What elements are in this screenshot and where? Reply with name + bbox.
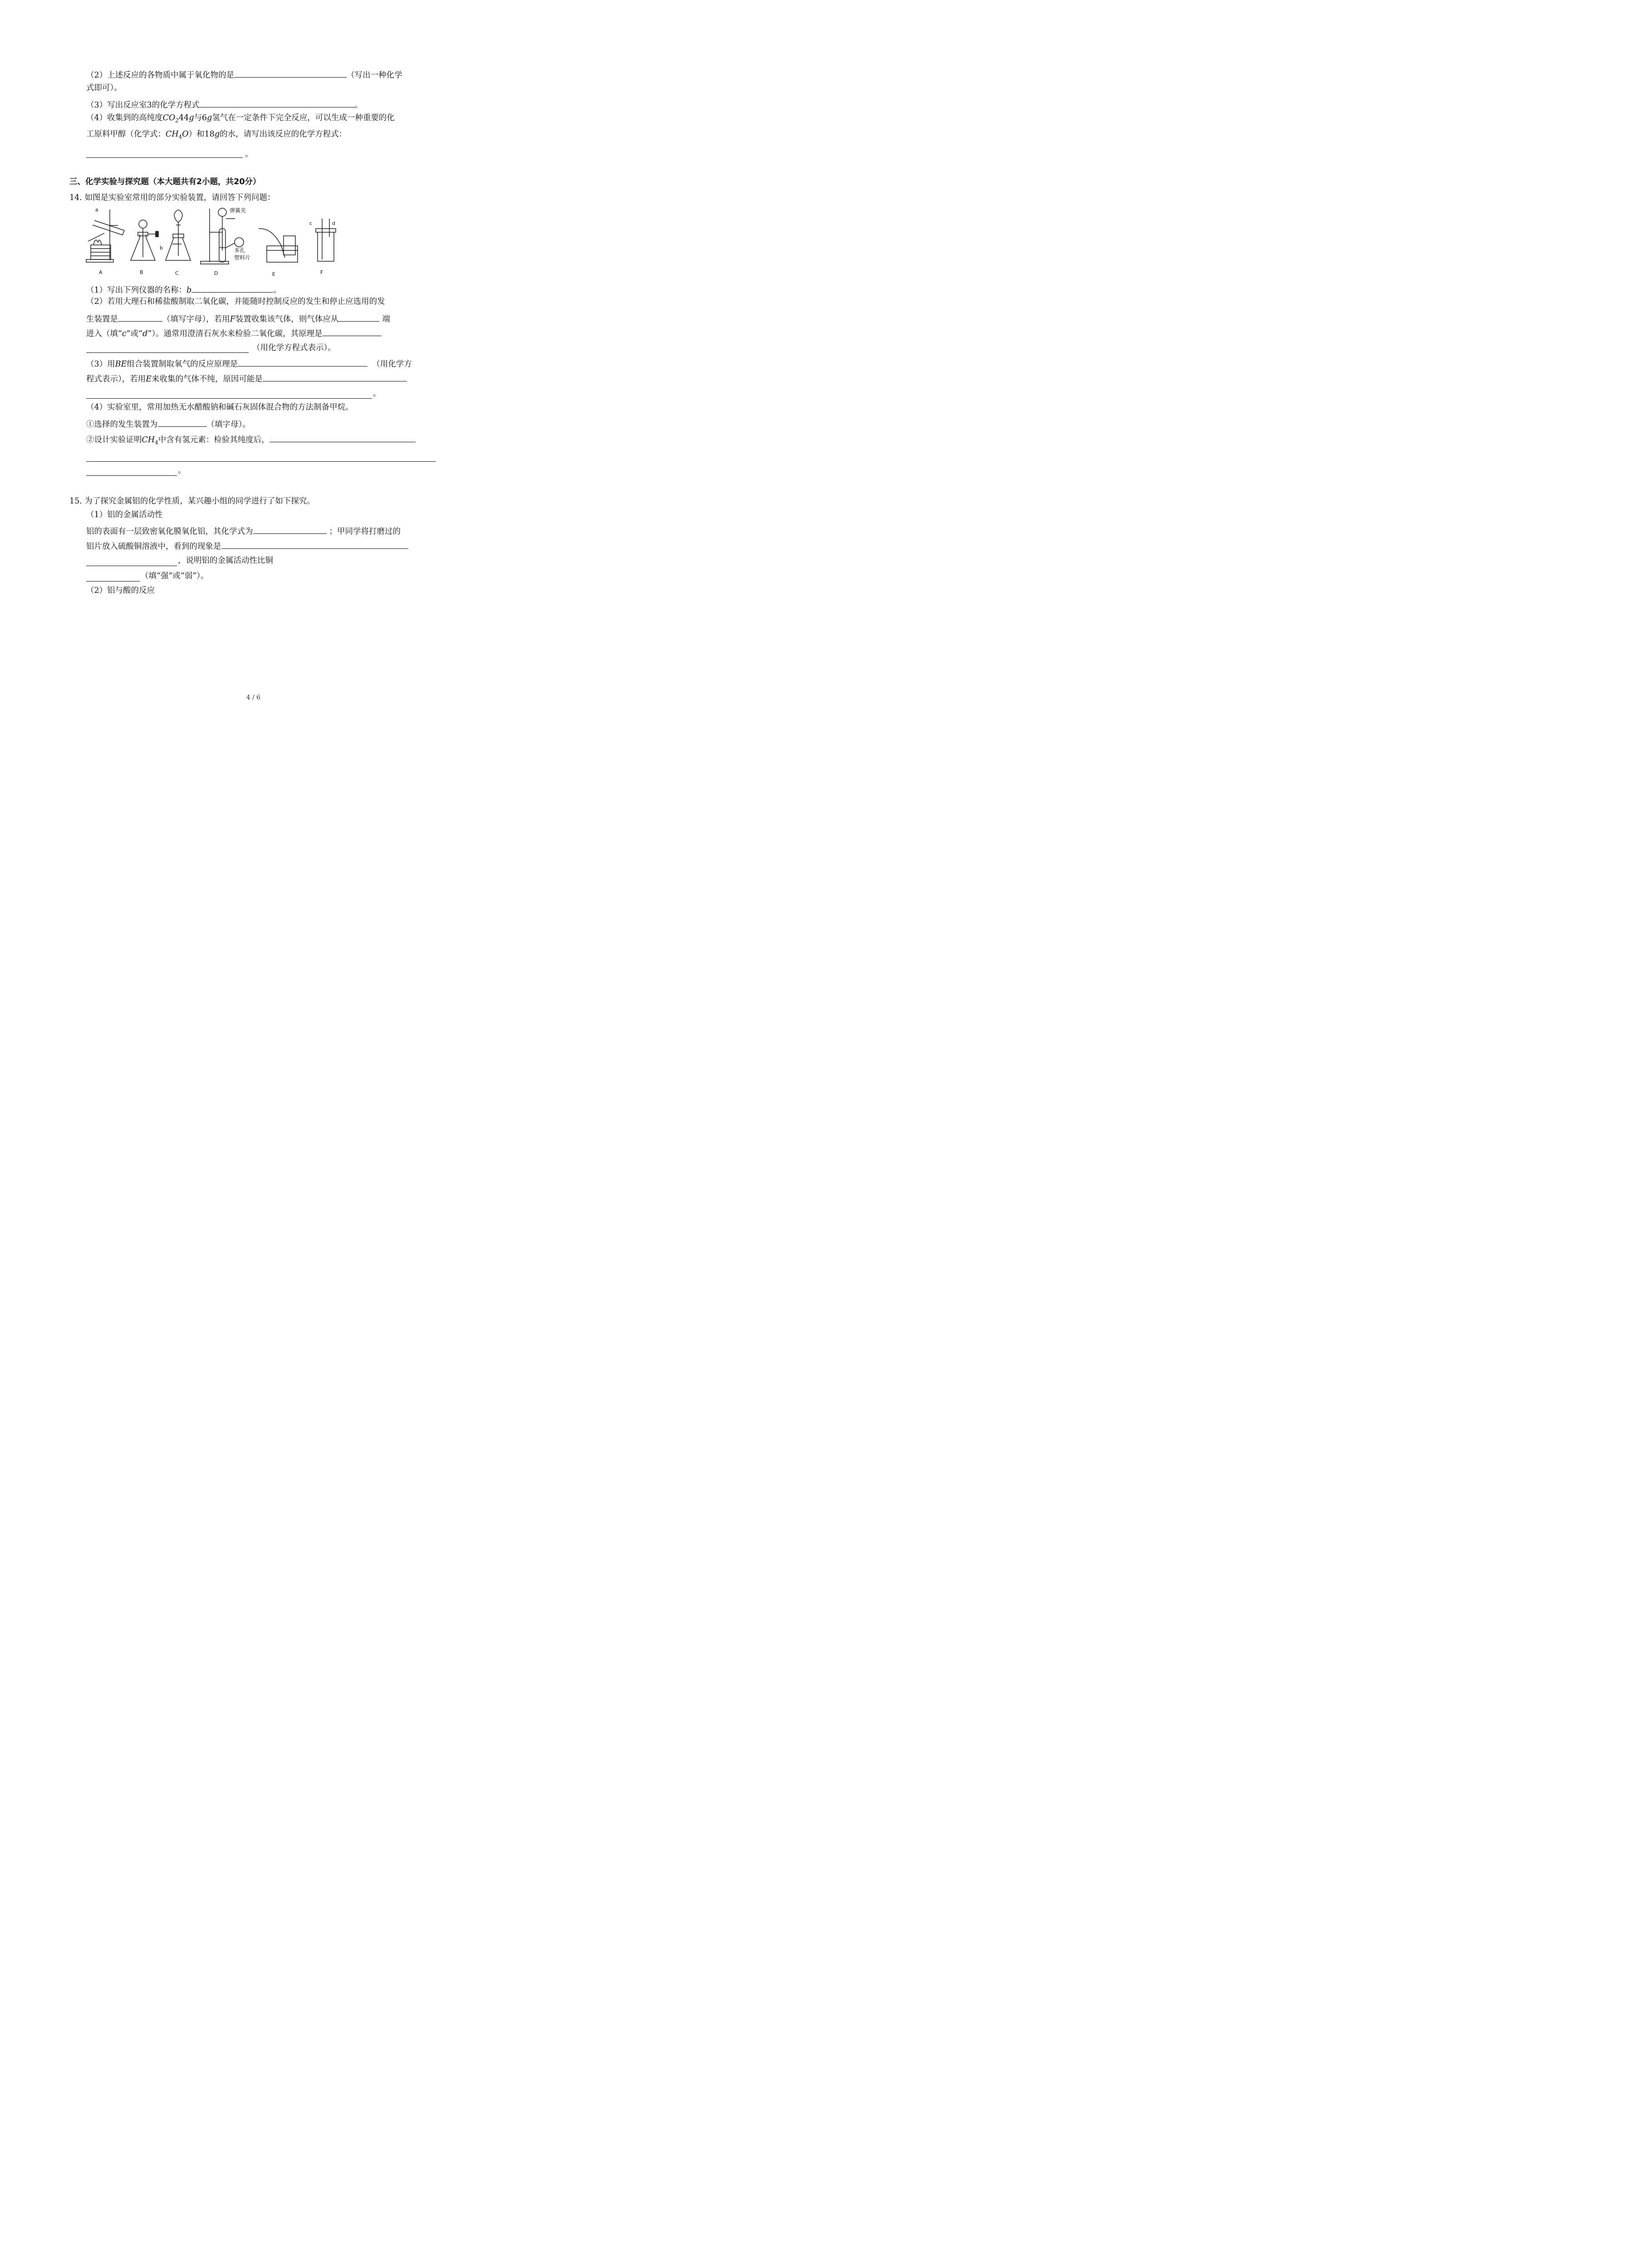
q14-part3-end: 。: [373, 389, 381, 398]
q14-part3-line1: [86, 357, 412, 370]
q14-part4-2-answer-blank-2[interactable]: [86, 461, 436, 462]
label-apparatus-c: C: [175, 270, 179, 276]
label-apparatus-d: D: [214, 270, 218, 276]
q14-part3-BE: BE: [115, 360, 127, 369]
q15-part2-heading: （2）铝与酸的反应: [86, 586, 155, 595]
q13-part3-text: （3）写出反应室3的化学方程式: [86, 101, 200, 110]
q14-part3-reason-blank-2[interactable]: [86, 398, 372, 399]
q13-part3-answer-blank[interactable]: [200, 98, 355, 108]
q13-part4-line2: [86, 129, 347, 142]
q14-part3-text-a: （3）用: [86, 360, 115, 369]
q14-part2-text-f: 进入（填“: [86, 329, 122, 338]
q14-part4-2-text-a: ②设计实验证明: [86, 435, 142, 445]
q14-part4-end: 。: [178, 466, 186, 475]
q14-part4-2-answer-blank-3[interactable]: [86, 475, 177, 476]
q15-part1-text-e: （填“强”或“弱”）。: [141, 572, 209, 581]
formula-sub: 2: [175, 117, 179, 124]
q13-mass-h2: 与6: [194, 113, 207, 122]
q14-part2-line1: （2）若用大理石和稀盐酸制取二氧化碳，并能随时控制反应的发生和停止应选用的发: [86, 297, 385, 306]
formula-sub: 4: [155, 439, 158, 446]
unit-g: g: [207, 113, 212, 122]
apparatus-b: [131, 220, 159, 260]
q14-part2-line2: [86, 312, 390, 325]
q14-part1-text: （1）写出下列仪器的名称：: [86, 286, 187, 295]
q13-part4-text-b: 氢气在一定条件下完全反应，可以生成一种重要的化: [212, 113, 395, 122]
q15-phenomenon-blank[interactable]: [221, 539, 408, 549]
apparatus-c: [166, 210, 191, 260]
q14-part2-text-b: 生装置是: [86, 315, 118, 324]
unit-g: g: [189, 113, 194, 122]
page-number: 4 / 6: [246, 694, 261, 701]
q13-part4-text-e: 的水，请写出该反应的化学方程式：: [220, 130, 347, 139]
q13-part3-line: [86, 98, 362, 111]
q13-part2-line2: [86, 83, 122, 93]
label-d: d: [332, 220, 335, 226]
q13-part4-text-c: 工原料甲醇（化学式：: [86, 130, 166, 139]
q14-part3-line2: [86, 372, 407, 385]
q14-part4-1-end: （填字母）。: [206, 420, 250, 429]
q14-part2-device-blank[interactable]: [118, 312, 162, 322]
q14-part3-text-e: 来收集的气体不纯，原因可能是: [152, 375, 263, 384]
q14-stem: 14. 如图是实验室常用的部分实验装置，请回答下列问题：: [69, 193, 275, 202]
q13-mass-co2: 44: [179, 113, 189, 122]
q15-part1-line2: [86, 539, 408, 552]
unit-g: g: [214, 130, 220, 139]
q15-part1-text-b: ；甲同学将打磨过的: [329, 527, 401, 536]
q14-part2-text-c: （填写字母），若用: [162, 315, 230, 324]
formula-sub: 4: [178, 133, 182, 140]
q15-formula-blank[interactable]: [253, 524, 327, 534]
q14-letter-d: d: [142, 329, 148, 338]
q14-part1-end: 。: [273, 286, 281, 295]
q14-part4-2-text-b: 中含有氢元素：检验其纯度后，: [158, 435, 269, 445]
q13-part4-end: 。: [245, 150, 253, 159]
q14-part3-text-b: 组合装置制取氧气的反应原理是: [127, 360, 238, 369]
label-porous: 多孔: [234, 247, 245, 254]
label-apparatus-a: A: [99, 269, 103, 275]
q14-part1-b: b: [186, 286, 192, 295]
q14-part4-1-answer-blank[interactable]: [158, 417, 207, 427]
q14-part4-2-line: [86, 433, 416, 448]
q15-part1-text-d: ，说明铝的金属活动性比铜: [178, 556, 273, 565]
q14-part2-text-d: 装置收集该气体，则气体应从: [235, 315, 339, 324]
label-c: c: [309, 220, 313, 226]
q14-letter-c: c: [122, 329, 127, 338]
formula-co2: CO: [162, 113, 176, 122]
formula-o: O: [182, 130, 189, 139]
q13-part2-line1: [86, 68, 402, 81]
label-b: b: [160, 245, 163, 251]
formula-ch: CH: [166, 130, 179, 139]
q13-part4-text-a: （4）收集到的高纯度: [86, 113, 163, 122]
q14-part2-text-h: ”）。通常用澄清石灰水来检验二氧化碳，其原理是: [147, 329, 323, 338]
q13-part4-answer-blank[interactable]: [86, 157, 243, 158]
q14-part2-text-i: （用化学方程式表示）。: [252, 343, 336, 352]
q13-part2-text: （2）上述反应的各物质中属于氧化物的是: [86, 71, 235, 80]
q13-part2-text-c: 式即可）。: [86, 83, 122, 93]
q14-part2-equation-blank[interactable]: [323, 327, 382, 336]
q14-part2-text-g: ”或“: [126, 329, 143, 338]
q14-part2-line3: [86, 327, 382, 339]
q13-part3-end: 。: [354, 101, 363, 110]
formula-ch: CH: [142, 435, 155, 445]
q14-part4-2-answer-blank[interactable]: [269, 433, 416, 442]
q14-part1-line: [86, 283, 281, 296]
q14-part2-end-blank[interactable]: [338, 312, 379, 322]
q14-part3-text-c: （用化学方: [372, 360, 412, 369]
q15-activity-blank[interactable]: [86, 581, 140, 582]
q13-part2-text-b: （写出一种化学: [347, 71, 402, 80]
q14-part2-text-e: 端: [382, 315, 390, 324]
q14-apparatus-figure: [82, 205, 340, 278]
q14-part3-reason-blank[interactable]: [263, 372, 407, 381]
apparatus-a: [86, 210, 124, 262]
q14-part3-E: E: [146, 375, 152, 384]
q14-part2-F: F: [230, 315, 235, 324]
q14-part4-1-line: [86, 417, 250, 430]
section-3-heading: 三、化学实验与探究题（本大题共有2小题，共20分）: [69, 177, 261, 186]
q14-part2-equation-blank-2[interactable]: [86, 352, 249, 353]
q15-part1-heading: （1）铝的金属活动性: [86, 510, 163, 519]
q14-part4-1-text: ①选择的发生装置为: [86, 420, 158, 429]
q13-part4-text-d: ）和18: [188, 130, 215, 139]
label-plastic-plate: 塑料片: [234, 254, 251, 261]
q14-part4-text: （4）实验室里，常用加热无水醋酸钠和碱石灰固体混合物的方法制备甲烷。: [86, 403, 353, 412]
q13-part4-line1: [86, 112, 395, 126]
q15-part1-text-c: 铝片放入硫酸铜溶液中，看到的现象是: [86, 542, 221, 551]
q14-part3-text-d: 程式表示），若用: [86, 375, 146, 384]
label-apparatus-b: B: [140, 269, 143, 275]
label-spring-clip: 弹簧夹: [230, 207, 246, 214]
label-a: a: [95, 207, 98, 213]
label-apparatus-f: F: [320, 269, 323, 275]
q15-stem: 15. 为了探究金属铝的化学性质，某兴趣小组的同学进行了如下探究。: [69, 497, 315, 506]
apparatus-e: [259, 229, 298, 262]
q14-part3-equation-blank[interactable]: [238, 357, 367, 367]
label-apparatus-e: E: [272, 271, 275, 277]
q15-part1-line1: [86, 524, 401, 537]
q14-part1-answer-blank[interactable]: [191, 283, 273, 293]
q15-part1-text-a: 铝的表面有一层致密氧化膜氧化铝，其化学式为: [86, 527, 253, 536]
q13-part2-answer-blank[interactable]: [234, 68, 347, 78]
